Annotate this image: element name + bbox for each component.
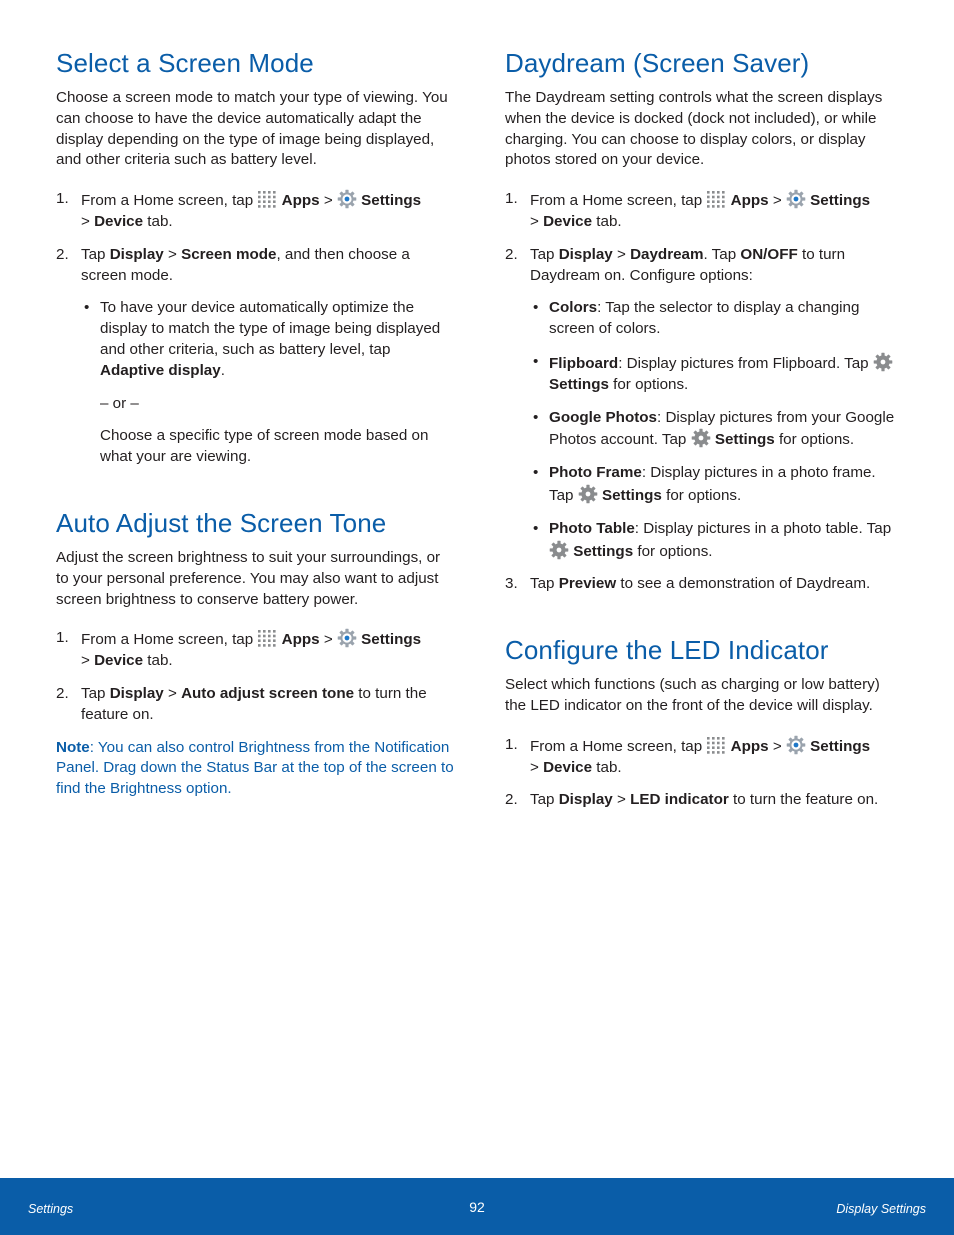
left-column [56, 46, 454, 838]
auto-adjust-label: Auto adjust screen tone [181, 684, 355, 702]
page-footer [0, 1178, 954, 1235]
option-name: Flipboard [549, 354, 619, 372]
apps-label: Apps [730, 192, 769, 210]
step-text: , and then choose a screen mode. [81, 245, 410, 284]
bullet-text: : Display pictures in a photo frame. Tap [549, 464, 876, 504]
bullet-text: for options. [608, 375, 689, 393]
step-text: Tap [81, 684, 110, 702]
note-label: Note [56, 738, 90, 756]
bullet-text: for options. [661, 486, 742, 504]
steps-list [505, 735, 903, 811]
alt-option-text: Choose a specific type of screen mode based on what your are viewing. [100, 427, 429, 466]
bullet-item-photo-frame [530, 463, 903, 507]
step-2 [56, 684, 454, 726]
or-divider: – or – [100, 394, 139, 412]
bullet-dot: • [533, 408, 539, 426]
step-text: . Tap [703, 245, 741, 263]
separator: > [768, 737, 786, 755]
bullet-item-photo-table [530, 519, 903, 563]
bullet-text: : Display pictures from your Google Photos account. Tap [549, 408, 895, 449]
option-name: Colors [549, 299, 598, 317]
settings-label: Settings [810, 192, 871, 210]
bullet-text: for options. [774, 431, 855, 449]
gray-gear-icon [549, 540, 569, 560]
intro-paragraph: Choose a screen mode to match your type of viewing. You can choose to have the device automatically adapt the display depending on the type of image being displayed, and other criteria such as battery level. [56, 89, 448, 169]
settings-label: Settings [714, 431, 775, 449]
step-text: tab. [592, 758, 622, 776]
heading-auto-adjust-screen-tone: Auto Adjust the Screen Tone [56, 507, 387, 538]
display-label: Display [109, 684, 164, 702]
bullet-dot: • [533, 299, 539, 317]
step-text: tab. [143, 652, 173, 670]
step-2 [505, 790, 903, 811]
step-text: to see a demonstration of Daydream. [616, 575, 871, 593]
apps-label: Apps [730, 737, 769, 755]
section-screen-tone [56, 506, 454, 800]
step-number: 2. [56, 245, 69, 263]
step-number: 2. [505, 245, 518, 263]
step-text: to turn the feature on. [81, 684, 427, 723]
option-name: Photo Table [549, 519, 635, 537]
step-text: Tap [530, 791, 559, 809]
step-1 [505, 189, 903, 233]
on-off-label: ON/OFF [740, 245, 798, 263]
step-number: 2. [56, 684, 69, 702]
intro-paragraph: The Daydream setting controls what the screen displays when the device is docked (dock not included), or while charging. You can choose to display colors, or display photos stored on your device. [505, 89, 883, 169]
heading-select-screen-mode: Select a Screen Mode [56, 48, 314, 78]
step-text: tab. [143, 212, 173, 230]
step-text: tab. [592, 212, 622, 230]
intro-paragraph: Select which functions (such as charging or low battery) the LED indicator on the front of the device will display. [505, 676, 880, 714]
option-name: Google Photos [549, 408, 657, 426]
gray-gear-icon [691, 428, 711, 448]
bullet-dot: • [533, 464, 539, 482]
steps-list [505, 189, 903, 595]
steps-list [56, 628, 454, 725]
apps-grid-icon [257, 190, 277, 209]
step-3 [505, 574, 903, 595]
separator: > [163, 245, 182, 263]
step-text: From a Home screen, tap [530, 192, 707, 210]
step-2 [56, 245, 454, 468]
separator: > [81, 652, 95, 670]
bullet-item-google-photos [530, 408, 903, 452]
device-label: Device [543, 758, 593, 776]
step-text: From a Home screen, tap [530, 737, 707, 755]
step-text: Tap [530, 575, 559, 593]
step-1 [56, 628, 454, 672]
bullet-list [81, 298, 454, 468]
steps-list [56, 189, 454, 468]
bullet-item-flipboard [530, 352, 903, 396]
bullet-text: : Display pictures in a photo table. Tap [634, 519, 892, 537]
bullet-text: . [220, 361, 225, 379]
settings-gear-icon [337, 189, 357, 209]
apps-label: Apps [281, 192, 320, 210]
heading-daydream: Daydream (Screen Saver) [505, 48, 810, 78]
separator: > [319, 192, 337, 210]
separator: > [530, 212, 544, 230]
step-1 [56, 189, 454, 233]
settings-gear-icon [786, 189, 806, 209]
gray-gear-icon [873, 352, 893, 372]
step-number: 1. [56, 629, 69, 647]
note-text: : You can also control Brightness from the Notification Panel. Drag down the Status Bar at the top of the screen to find the Brightness option. [56, 738, 454, 798]
apps-grid-icon [706, 736, 726, 755]
section-screen-mode [56, 46, 454, 468]
settings-gear-icon [337, 628, 357, 648]
device-label: Device [543, 212, 593, 230]
heading-configure-led: Configure the LED Indicator [505, 635, 829, 666]
settings-gear-icon [786, 735, 806, 755]
step-number: 1. [505, 735, 518, 753]
step-text: to turn Daydream on. Configure options: [530, 245, 846, 284]
gray-gear-icon [578, 484, 598, 504]
bullet-dot: • [533, 519, 539, 537]
separator: > [768, 192, 786, 210]
right-column [505, 46, 903, 849]
bullet-text: To have your device automatically optimize the display to match the type of image being displayed and other criteria, such as battery level, tap [100, 299, 441, 358]
apps-label: Apps [281, 631, 320, 649]
separator: > [612, 791, 631, 809]
preview-label: Preview [558, 575, 617, 593]
separator: > [530, 758, 544, 776]
bullet-text: : Tap the selector to display a changing screen of colors. [549, 299, 860, 338]
device-label: Device [94, 652, 144, 670]
step-number: 3. [505, 575, 518, 593]
screen-mode-label: Screen mode [181, 245, 277, 263]
adaptive-display-label: Adaptive display [100, 361, 221, 379]
bullet-dot: • [84, 299, 90, 317]
settings-label: Settings [361, 631, 422, 649]
separator: > [163, 684, 182, 702]
led-indicator-label: LED indicator [630, 791, 729, 809]
settings-label: Settings [601, 486, 662, 504]
display-label: Display [109, 245, 164, 263]
settings-label: Settings [549, 375, 609, 393]
bullet-text: for options. [633, 542, 713, 560]
option-name: Photo Frame [549, 464, 642, 482]
page-number: 92 [469, 1199, 485, 1215]
step-text: Tap [530, 245, 559, 263]
step-text: From a Home screen, tap [81, 631, 258, 649]
step-2 [505, 245, 903, 563]
separator: > [612, 245, 631, 263]
intro-paragraph: Adjust the screen brightness to suit your surroundings, or to your personal preference. You may also want to adjust screen brightness to conserve battery power. [56, 548, 441, 608]
step-1 [505, 735, 903, 779]
device-label: Device [94, 212, 144, 230]
section-daydream [505, 46, 903, 595]
note-paragraph [56, 738, 454, 800]
settings-label: Settings [573, 542, 634, 560]
separator: > [319, 631, 337, 649]
step-number: 2. [505, 791, 518, 809]
step-number: 1. [56, 190, 69, 208]
separator: > [81, 212, 95, 230]
apps-grid-icon [257, 629, 277, 648]
bullet-dot: • [533, 352, 539, 370]
step-text: Tap [81, 245, 110, 263]
settings-label: Settings [810, 737, 871, 755]
display-label: Display [558, 791, 613, 809]
display-label: Display [558, 245, 613, 263]
apps-grid-icon [706, 190, 726, 209]
footer-section-label: Settings [28, 1202, 74, 1216]
bullet-list [530, 298, 903, 562]
footer-chapter-label: Display Settings [836, 1202, 926, 1216]
step-text: From a Home screen, tap [81, 192, 258, 210]
section-led [505, 633, 903, 811]
bullet-item [81, 298, 454, 381]
step-text: to turn the feature on. [728, 791, 879, 809]
settings-label: Settings [361, 192, 422, 210]
bullet-item-colors [530, 298, 903, 340]
step-number: 1. [505, 190, 518, 208]
bullet-text: : Display pictures from Flipboard. Tap [618, 354, 873, 372]
daydream-label: Daydream [630, 245, 704, 263]
